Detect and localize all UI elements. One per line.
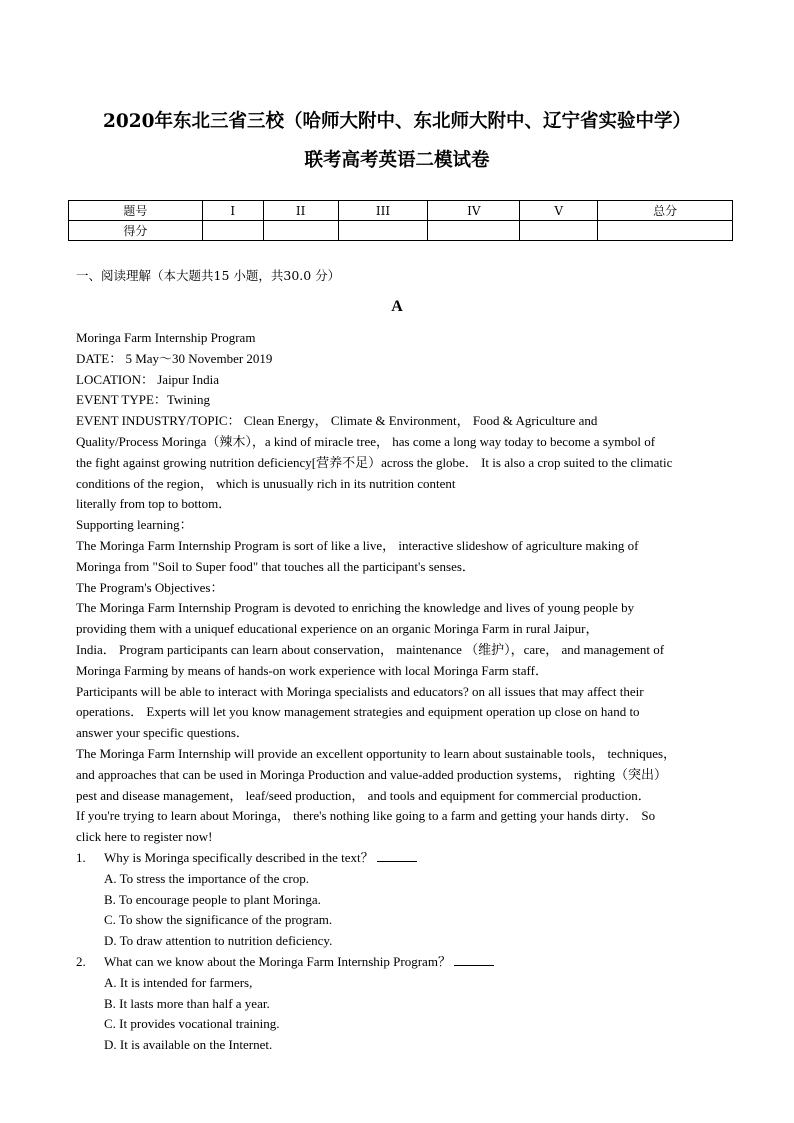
passage-line: The Moringa Farm Internship will provide an excellent opportunity to learn about sustainable tools， techniques，	[76, 745, 677, 761]
option-d[interactable]: D. To draw attention to nutrition deficiency.	[104, 933, 333, 949]
passage-line: pest and disease management， leaf/seed production， and tools and equipment for commercial production．	[76, 787, 651, 803]
exam-title-line1: 2020年东北三省三校（哈师大附中、东北师大附中、辽宁省实验中学）	[103, 111, 691, 132]
option-b[interactable]: B. To encourage people to plant Moringa.	[104, 891, 321, 907]
passage-line: EVENT INDUSTRY/TOPIC： Clean Energy， Climate & Environment， Food & Agriculture and	[76, 413, 598, 429]
option-c[interactable]: C. It provides vocational training.	[104, 1016, 280, 1032]
passage-line: click here to register now!	[76, 829, 213, 845]
score-table-header-row	[69, 201, 733, 221]
option-c[interactable]: C. To show the significance of the program.	[104, 912, 333, 928]
passage-line: Moringa Farming by means of hands-on work experience with local Moringa Farm staff．	[76, 662, 548, 678]
passage-line: The Program's Objectives：	[76, 579, 224, 595]
exam-title-line2: 联考高考英语二模试卷	[304, 150, 490, 171]
passage-line: EVENT TYPE：Twining	[76, 392, 211, 408]
passage-body	[76, 328, 726, 1056]
score-cell: 得分	[69, 221, 203, 241]
score-cell: IV	[428, 201, 520, 221]
passage-line: If you're trying to learn about Moringa， there's nothing like going to a farm and getting your hands dirty． So	[76, 808, 656, 824]
score-input-cell[interactable]	[598, 221, 733, 241]
section-heading: 一、阅读理解（本大题共15 小题，共30.0 分）	[76, 268, 341, 283]
passage-line: providing them with a uniquef educational experience on an organic Moringa Farm in rural Jaipur，	[76, 621, 599, 637]
score-cell: 题号	[69, 201, 203, 221]
passage-line: Moringa from "Soil to Super food" that touches all the participant's senses．	[76, 558, 475, 574]
option-a[interactable]: A. It is intended for farmers,	[104, 974, 253, 990]
score-table	[68, 200, 733, 241]
option-b[interactable]: B. It lasts more than half a year.	[104, 995, 270, 1011]
score-cell: III	[338, 201, 428, 221]
passage-line: The Moringa Farm Internship Program is sort of like a live， interactive slideshow of agriculture making of	[76, 537, 639, 553]
passage-line: and approaches that can be used in Moringa Production and value-added production systems， righting（突出）	[76, 766, 668, 782]
passage-line: Quality/Process Moringa（辣木），a kind of miracle tree， has come a long way today to become a symbol of	[76, 433, 656, 449]
score-input-cell[interactable]	[338, 221, 428, 241]
passage-line: The Moringa Farm Internship Program is devoted to enriching the knowledge and lives of young people by	[76, 600, 635, 616]
score-cell: I	[202, 201, 263, 221]
passage-line: LOCATION： Jaipur India	[76, 371, 219, 387]
answer-blank[interactable]	[377, 849, 417, 862]
score-input-cell[interactable]	[428, 221, 520, 241]
score-cell: 总分	[598, 201, 733, 221]
passage-line: the fight against growing nutrition deficiency[营养不足）across the globe． It is also a crop suited to the climatic	[76, 454, 673, 470]
question-2	[76, 952, 726, 973]
passage-line: DATE： 5 May～30 November 2019	[76, 350, 273, 366]
option-a[interactable]: A. To stress the importance of the crop.	[104, 870, 309, 886]
passage-line: Moringa Farm Internship Program	[76, 330, 256, 345]
score-table-score-row	[69, 221, 733, 241]
passage-letter: A	[391, 298, 403, 315]
question-number: 1.	[76, 849, 86, 865]
passage-line: literally from top to bottom．	[76, 496, 232, 512]
question-number: 2.	[76, 953, 86, 969]
score-input-cell[interactable]	[263, 221, 338, 241]
passage-line: India． Program participants can learn about conservation， maintenance （维护），care， and management of	[76, 641, 665, 657]
question-stem: Why is Moringa specifically described in the text？	[104, 849, 374, 865]
question-1	[76, 848, 726, 869]
passage-line: Participants will be able to interact with Moringa specialists and educators? on all issues that may affect their	[76, 683, 644, 699]
score-input-cell[interactable]	[202, 221, 263, 241]
score-input-cell[interactable]	[520, 221, 598, 241]
passage-line: answer your specific questions．	[76, 725, 249, 741]
option-d[interactable]: D. It is available on the Internet.	[104, 1037, 273, 1053]
passage-line: operations． Experts will let you know management strategies and equipment operation up close on hand to	[76, 704, 640, 720]
score-cell: II	[263, 201, 338, 221]
score-cell: V	[520, 201, 598, 221]
answer-blank[interactable]	[454, 953, 494, 966]
question-stem: What can we know about the Moringa Farm Internship Program？	[104, 953, 451, 969]
passage-line: conditions of the region， which is unusually rich in its nutrition content	[76, 475, 456, 491]
passage-line: Supporting learning：	[76, 517, 193, 533]
